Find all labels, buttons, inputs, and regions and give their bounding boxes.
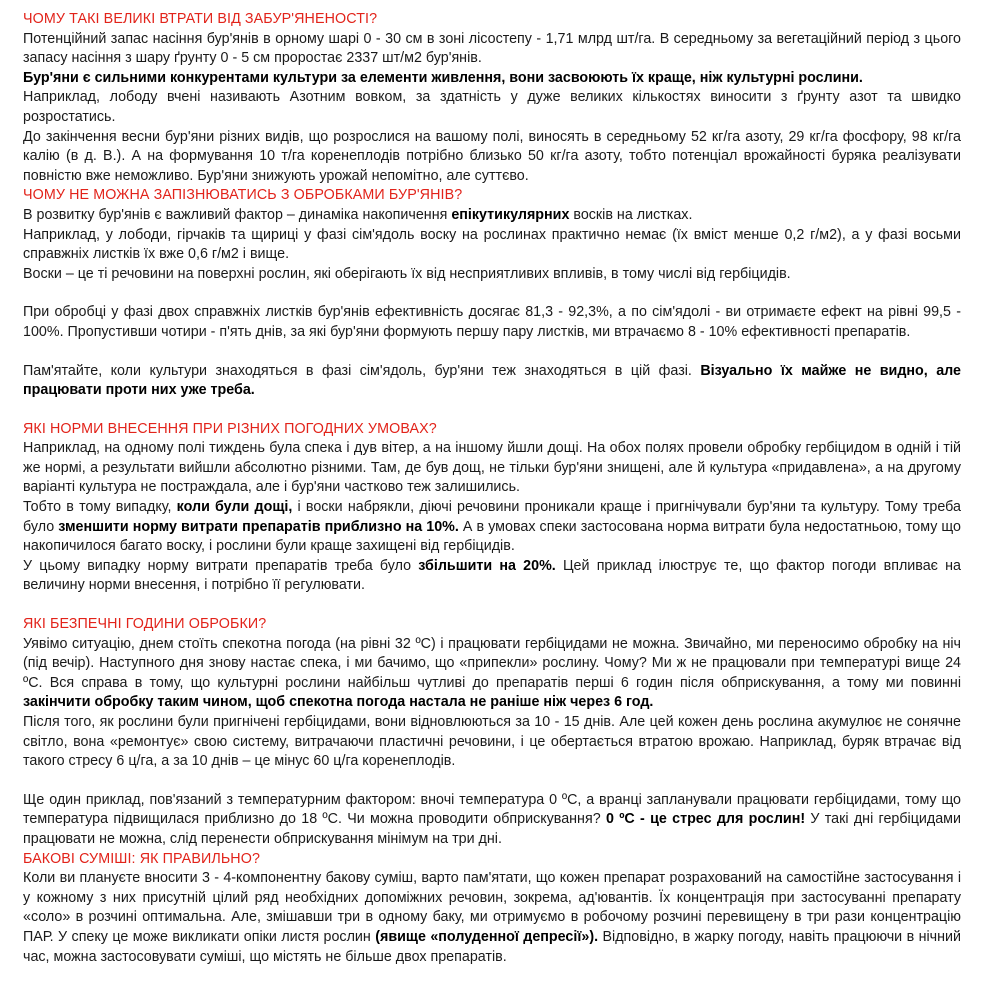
bold-text: закінчити обробку таким чином, щоб спекотна погода настала не раніше ніж через 6 год. [23, 694, 654, 711]
section-heading: ЧОМУ НЕ МОЖНА ЗАПІЗНЮВАТИСЬ З ОБРОБКАМИ БУР'ЯНІВ? [23, 187, 463, 204]
text: і воски набрякли, діючі речовини проникали краще і пригнічували бур'яни та культуру. Тому треба було [23, 499, 961, 535]
section-tank-mixes [23, 850, 961, 968]
paragraph [23, 635, 961, 713]
section-heading: ЧОМУ ТАКІ ВЕЛИКІ ВТРАТИ ВІД ЗАБУР'ЯНЕНОСТІ? [23, 11, 378, 27]
bold-text: зменшити норму витрати препаратів приблизно на 10%. [58, 518, 459, 535]
paragraph [23, 869, 961, 967]
bold-text: (явище «полуденної депресії»). [375, 928, 599, 945]
spacer [23, 284, 961, 303]
spacer [23, 596, 961, 615]
text: восків на листках. [569, 206, 693, 223]
text: Коли ви плануєте вносити 3 - 4-компонентну бакову суміш, варто пам'ятати, що кожен препарат розрахований на самостійне застосування і у кожному з них присутній цілий ряд необхідних допоміжних речовин, зокрема, ад'ювантів. Їх концентрація при застосуванні препарату «соло» в розчині оптимальна. Але, змішавши три в одному баку, ми отримуємо в робочому розчині перевищену в три рази концентрацію ПАР. У спеку це може викликати опіки листя рослин [23, 870, 961, 945]
bold-text: Бур'яни є сильними конкурентами культури за елементи живлення, вони засвоюють їх краще, ніж культурні рослини. [23, 69, 863, 86]
paragraph: Наприклад, у лободи, гірчаків та щириці у фазі сім'ядоль воску на рослинах практично немає (їх вміст менше 0,2 г/м2), а у фазі восьми справжніх листків їх вже 0,6 г/м2 і вище. [23, 226, 961, 263]
text: У такі дні гербіцидами працювати не можна, слід перенести обприскування мінімум на три дні. [23, 811, 961, 847]
paragraph: Після того, як рослини були пригнічені гербіцидами, вони відновлюються за 10 - 15 днів. Але цей кожен день рослина акумулює не сонячне світло, вона «ремонтує» свою систему, витрачаючи пластичні речовини, і це обертається втратою врожаю. Наприклад, буряк втрачає від такого стресу 6 ц/га, а за 10 днів – це мінус 60 ц/га коренеплодів. [23, 714, 961, 770]
bold-text: збільшити на 20%. [418, 557, 556, 574]
text: Тобто в тому випадку, [23, 499, 177, 516]
paragraph [23, 206, 961, 226]
section-application-rates [23, 420, 961, 615]
paragraph: До закінчення весни бур'яни різних видів, що розрослися на вашому полі, виносять в середньому 52 кг/га азоту, 29 кг/га фосфору, 98 кг/га калію (в д. В.). А на формування 10 т/га коренеплодів потрібно близько 50 кг/га азоту, тобто потенціал врожайності буряка реалізувати повністю вже неможливо. Бур'яни знижують урожай непомітно, але суттєво. [23, 128, 961, 184]
paragraph: Наприклад, на одному полі тиждень була спека і дув вітер, а на іншому йшли дощі. На обох полях провели обробку гербіцидом в одній і тій же нормі, а результати вийшли абсолютно різними. Там, де був дощ, не тільки бур'яни знищені, але й культура «придавлена», а на другому варіанті культура не постраждала, але і бур'яни частково теж залишились. [23, 440, 961, 496]
bold-text: Візуально їх майже не видно, але працювати проти них уже треба. [23, 362, 962, 399]
section-heading: БАКОВІ СУМІШІ: ЯК ПРАВИЛЬНО? [23, 850, 260, 867]
section-heading: ЯКІ БЕЗПЕЧНІ ГОДИНИ ОБРОБКИ? [23, 616, 267, 633]
paragraph-bold [23, 69, 961, 89]
paragraph: Потенційний запас насіння бур'янів в орному шарі 0 - 30 см в зоні лісостепу - 1,71 млрд шт/га. В середньому за вегетаційний період з цього запасу насіння з шару ґрунту 0 - 5 см проростає 2337 шт/м2 бур'янів. [23, 30, 961, 67]
section-heading: ЯКІ НОРМИ ВНЕСЕННЯ ПРИ РІЗНИХ ПОГОДНИХ УМОВАХ? [23, 420, 437, 437]
bold-text: епікутикулярних [451, 206, 570, 223]
section-weed-losses [23, 10, 961, 186]
bold-text: 0 ºС - це стрес для рослин! [605, 811, 806, 828]
paragraph [23, 557, 961, 596]
section-safe-hours [23, 615, 961, 850]
text: В розвитку бур'янів є важливий фактор – динаміка накопичення [23, 206, 452, 223]
text: У цьому випадку норму витрати препаратів треба було [23, 557, 419, 574]
bold-text: коли були дощі, [176, 499, 293, 516]
paragraph: Наприклад, лободу вчені називають Азотним вовком, за здатність у дуже великих кількостях виносити з ґрунту азот та швидко розростатись. [23, 89, 961, 125]
spacer [23, 343, 961, 362]
text: Цей приклад ілюструє те, що фактор погоди впливає на величину норми внесення, і потрібно її регулювати. [23, 557, 962, 594]
text: Уявімо ситуацію, днем стоїть спекотна погода (на рівні 32 ºС) і працювати гербіцидами не можна. Звичайно, ми переносимо обробку на ніч (під вечір). Наступного дня знову настає спека, і ми бачимо, що «припекли» рослину. Чому? Ми ж не працювали при температурі вище 24 ºС. Вся справа в тому, що культурні рослини найбільш чутливі до препаратів перші 6 годин після обприскування, а тому ми повинні [23, 635, 961, 691]
spacer [23, 401, 961, 420]
text: А в умовах спеки застосована норма витрати була недостатньою, тому що накопичилося багато воску, і рослини були краще захищені від гербіцидів. [23, 518, 961, 555]
spacer [23, 772, 961, 791]
paragraph [23, 362, 961, 401]
paragraph: При обробці у фазі двох справжніх листків бур'янів ефективність досягає 81,3 - 92,3%, а по сім'ядолі - ви отримаєте ефект на рівні 99,5 - 100%. Пропустивши чотири - п'ять днів, за які бур'яни формують першу пару листків, ми втрачаємо 8 - 10% ефективності препаратів. [23, 304, 961, 340]
text: Ще один приклад, пов'язаний з температурним фактором: вночі температура 0 ºС, а вранці запланували працювати гербіцидами, тому що температура підвищилася приблизно до 18 ºС. Чи можна проводити обприскування? [23, 791, 961, 828]
paragraph [23, 791, 961, 850]
text: Відповідно, в жарку погоду, навіть працюючи в нічний час, можна застосовувати суміші, що містять не більше двох препаратів. [23, 928, 961, 965]
section-timely-treatment [23, 186, 961, 419]
text: Пам'ятайте, коли культури знаходяться в фазі сім'ядоль, бур'яни теж знаходяться в цій фазі. [23, 362, 701, 379]
paragraph: Воски – це ті речовини на поверхні рослин, які оберігають їх від несприятливих впливів, в тому числі від гербіцидів. [23, 265, 791, 282]
paragraph [23, 498, 961, 557]
